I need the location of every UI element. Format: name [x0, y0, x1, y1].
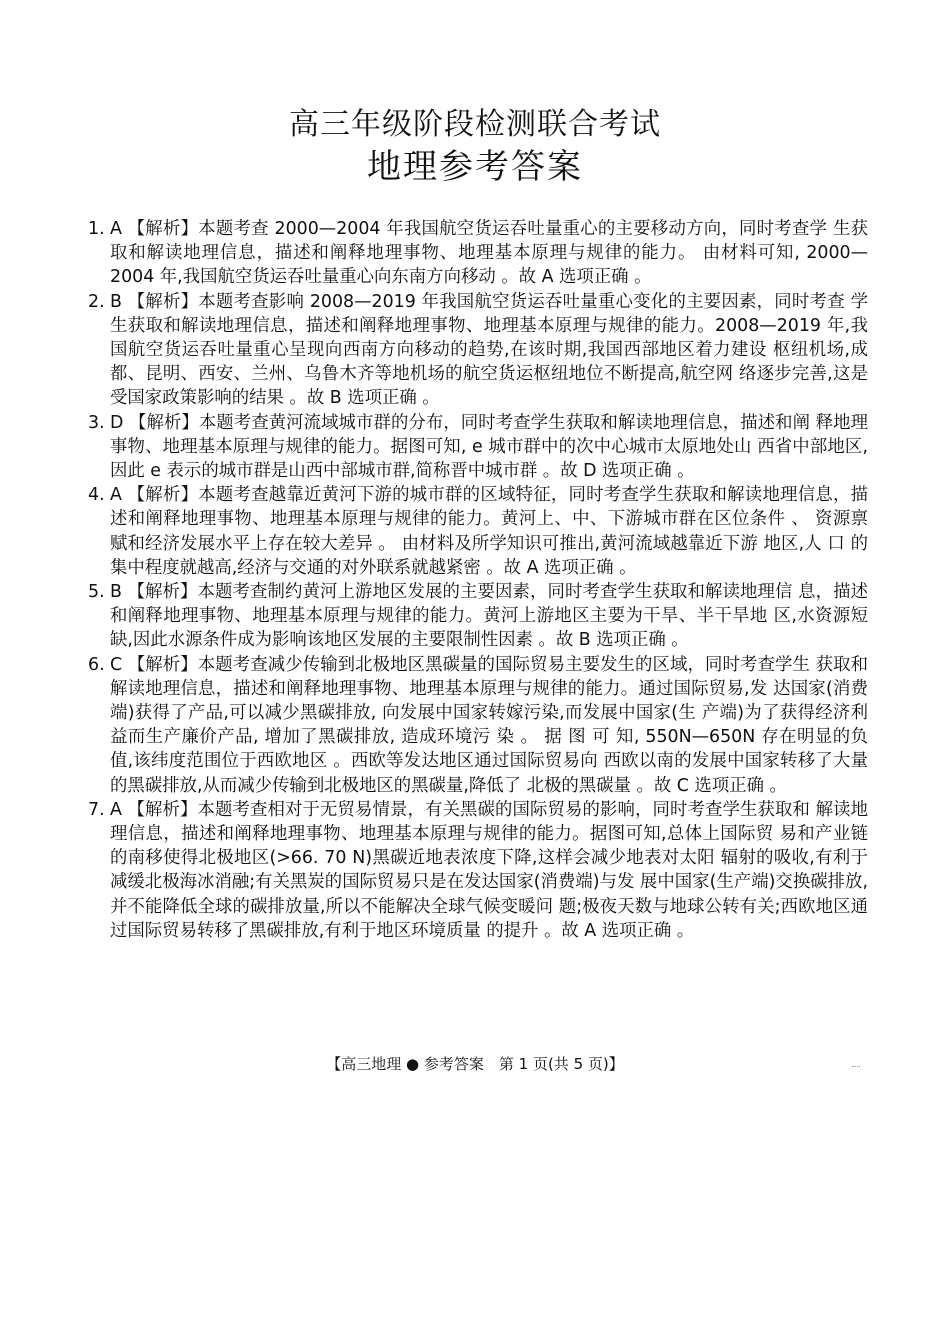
answer-number: 6.	[88, 654, 105, 675]
answer-text: B 【解析】本题考查影响 2008—2019 年我国航空货运吞吐量重心变化的主要因素，同时考查 学生获取和解读地理信息，描述和阐释地理事物、地理基本原理与规律的能力。2008—2019 年,我国航空货运吞吐量重心呈现向西南方向移动的趋势,在该时期,我国西部地区着力建设 枢纽机场,成都、昆明、西安、兰州、乌鲁木齐等地机场的航空货运枢纽地位不断提高,航空网 络逐步完善,这是受国家政策影响的结果 。故 B 选项正确 。	[110, 291, 868, 409]
page-footer: 【高三地理 ● 参考答案 第 1 页(共 5 页)】	[326, 1055, 624, 1073]
answer-number: 1.	[88, 219, 105, 239]
answer-text: A 【解析】本题考查相对于无贸易情景，有关黑碳的国际贸易的影响，同时考查学生获取和 解读地理信息，描述和阐释地理事物、地理基本原理与规律的能力。据图可知,总体上国际贸 易和产业链的南移使得北极地区(>66. 70 N)黑碳近地表浓度下降,这样会减少地表对太阳 辐射的吸收,有利于减缓北极海冰消融;有关黑炭的国际贸易只是在发达国家(消费端)与发 展中国家(生产端)交换碳排放,并不能降低全球的碳排放量,所以不能解决全球气候变暖问 题;极夜天数与地球公转有关;西欧地区通过国际贸易转移了黑碳排放,有利于地区环境质量 的提升 。故 A 选项正确 。	[110, 799, 868, 941]
answer-item	[88, 798, 868, 943]
answer-number: 4.	[88, 485, 105, 506]
answer-number: 2.	[88, 291, 105, 312]
answer-item	[88, 411, 868, 484]
document-title: 高三年级阶段检测联合考试	[289, 107, 661, 142]
answer-item	[88, 217, 868, 290]
answer-item	[88, 653, 868, 798]
answer-item	[88, 290, 868, 411]
answer-number: 5.	[88, 582, 105, 603]
answer-item	[88, 483, 868, 580]
answer-text: B 【解析】本题考查制约黄河上游地区发展的主要因素，同时考查学生获取和解读地理信 息，描述和阐释地理事物、地理基本原理与规律的能力。黄河上游地区主要为干旱、半干旱地 区,水资源短缺,因此水源条件成为影响该地区发展的主要限制性因素 。故 B 选项正确 。	[110, 582, 868, 651]
document-subtitle: 地理参考答案	[367, 147, 583, 187]
answer-list	[88, 217, 868, 943]
answer-item	[88, 580, 868, 653]
answer-number: 7.	[88, 799, 105, 820]
answer-number: 3.	[88, 412, 105, 433]
answer-text: A 【解析】本题考查 2000—2004 年我国航空货运吞吐量重心的主要移动方向，同时考查学 生获取和解读地理信息，描述和阐释地理事物、地理基本原理与规律的能力。 由材料可知, 2000—2004 年,我国航空货运吞吐量重心向东南方向移动 。故 A 选项正确 。	[110, 219, 868, 288]
answer-text: D 【解析】本题考查黄河流域城市群的分布，同时考查学生获取和解读地理信息，描述和阐 释地理事物、地理基本原理与规律的能力。据图可知, e 城市群中的次中心城市太原地处山 西省中部地区,因此 e 表示的城市群是山西中部城市群,简称晋中城市群 。故 D 选项正确 。	[110, 412, 868, 482]
scan-mark	[852, 1066, 860, 1069]
answer-text: C 【解析】本题考查减少传输到北极地区黑碳量的国际贸易主要发生的区域，同时考查学生 获取和解读地理信息，描述和阐释地理事物、地理基本原理与规律的能力。通过国际贸易,发 达国家(消费端)获得了产品,可以减少黑碳排放, 向发展中国家转嫁污染,而发展中国家(生 产端)为了获得经济利益而生产廉价产品, 增加了黑碳排放, 造成环境污 染 。 据 图 可 知, 550N—650N 存在明显的负值,该纬度范围位于西欧地区 。西欧等发达地区通过国际贸易向 西欧以南的发展中国家转移了大量的黑碳排放,从而减少传输到北极地区的黑碳量,降低了 北极的黑碳量 。故 C 选项正确 。	[110, 654, 868, 796]
answer-text: A 【解析】本题考查越靠近黄河下游的城市群的区域特征，同时考查学生获取和解读地理信息，描述和阐释地理事物、地理基本原理与规律的能力。黄河上、中、下游城市群在区位条件 、 资源禀赋和经济发展水平上存在较大差异 。 由材料及所学知识可推出,黄河流域越靠近下游 地区,人 口 的集中程度就越高,经济与交通的对外联系就越紧密 。故 A 选项正确 。	[110, 485, 868, 578]
